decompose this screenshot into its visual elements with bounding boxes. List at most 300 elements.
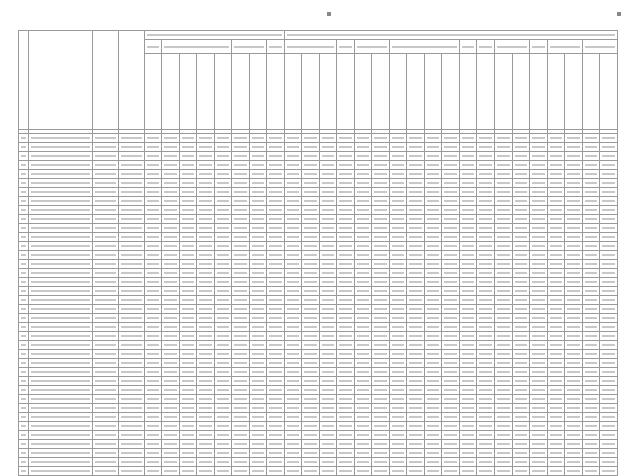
table-cell bbox=[582, 170, 600, 179]
table-cell bbox=[197, 188, 215, 197]
table-cell bbox=[512, 413, 530, 422]
table-cell bbox=[407, 188, 425, 197]
table-cell bbox=[372, 440, 390, 449]
table-cell bbox=[144, 152, 162, 161]
table-cell bbox=[302, 197, 320, 206]
table-cell bbox=[29, 350, 93, 359]
table-cell bbox=[459, 161, 477, 170]
table-row bbox=[19, 269, 618, 278]
table-cell bbox=[547, 269, 565, 278]
table-cell bbox=[302, 404, 320, 413]
table-cell bbox=[354, 440, 372, 449]
table-cell bbox=[600, 170, 618, 179]
table-cell bbox=[232, 368, 250, 377]
table-cell bbox=[424, 251, 442, 260]
table-cell bbox=[93, 341, 119, 350]
table-cell bbox=[118, 305, 144, 314]
table-cell bbox=[565, 170, 583, 179]
table-cell bbox=[424, 377, 442, 386]
table-cell bbox=[389, 305, 407, 314]
table-cell bbox=[19, 188, 29, 197]
table-cell bbox=[284, 377, 302, 386]
table-cell bbox=[530, 206, 548, 215]
table-cell bbox=[118, 152, 144, 161]
table-cell bbox=[354, 170, 372, 179]
table-cell bbox=[302, 341, 320, 350]
table-cell bbox=[372, 386, 390, 395]
header-cell bbox=[477, 40, 495, 54]
table-cell bbox=[600, 197, 618, 206]
table-cell bbox=[512, 251, 530, 260]
table-cell bbox=[319, 224, 337, 233]
table-cell bbox=[512, 179, 530, 188]
table-cell bbox=[495, 170, 513, 179]
table-cell bbox=[582, 341, 600, 350]
table-cell bbox=[442, 422, 460, 431]
table-cell bbox=[337, 269, 355, 278]
table-cell bbox=[29, 269, 93, 278]
table-cell bbox=[214, 458, 232, 467]
table-cell bbox=[442, 287, 460, 296]
table-cell bbox=[29, 206, 93, 215]
table-cell bbox=[407, 449, 425, 458]
table-cell bbox=[144, 467, 162, 476]
table-cell bbox=[442, 233, 460, 242]
table-cell bbox=[389, 143, 407, 152]
table-cell bbox=[232, 224, 250, 233]
table-cell bbox=[337, 359, 355, 368]
table-cell bbox=[179, 305, 197, 314]
table-cell bbox=[582, 269, 600, 278]
header-cell bbox=[93, 31, 119, 130]
table-cell bbox=[249, 323, 267, 332]
table-cell bbox=[197, 332, 215, 341]
table-cell bbox=[302, 314, 320, 323]
header-cell bbox=[530, 40, 548, 54]
table-cell bbox=[424, 224, 442, 233]
table-cell bbox=[144, 314, 162, 323]
table-cell bbox=[442, 161, 460, 170]
table-cell bbox=[249, 233, 267, 242]
table-cell bbox=[389, 134, 407, 143]
table-cell bbox=[319, 368, 337, 377]
table-cell bbox=[389, 404, 407, 413]
table-cell bbox=[565, 467, 583, 476]
table-cell bbox=[372, 287, 390, 296]
table-cell bbox=[144, 179, 162, 188]
header-cell bbox=[214, 54, 232, 130]
table-cell bbox=[232, 404, 250, 413]
table-cell bbox=[565, 251, 583, 260]
table-row bbox=[19, 449, 618, 458]
table-row bbox=[19, 224, 618, 233]
table-cell bbox=[249, 197, 267, 206]
table-cell bbox=[459, 305, 477, 314]
table-cell bbox=[162, 431, 180, 440]
table-cell bbox=[232, 341, 250, 350]
table-cell bbox=[29, 323, 93, 332]
table-cell bbox=[372, 404, 390, 413]
table-cell bbox=[284, 206, 302, 215]
table-cell bbox=[372, 458, 390, 467]
table-cell bbox=[197, 278, 215, 287]
table-cell bbox=[389, 350, 407, 359]
table-cell bbox=[214, 242, 232, 251]
table-row bbox=[19, 206, 618, 215]
header-cell bbox=[118, 31, 144, 130]
table-cell bbox=[477, 251, 495, 260]
table-cell bbox=[354, 269, 372, 278]
header-cell bbox=[495, 40, 530, 54]
table-cell bbox=[547, 233, 565, 242]
table-cell bbox=[162, 314, 180, 323]
table-cell bbox=[530, 179, 548, 188]
table-cell bbox=[354, 206, 372, 215]
table-cell bbox=[495, 287, 513, 296]
table-cell bbox=[530, 314, 548, 323]
table-cell bbox=[582, 197, 600, 206]
table-cell bbox=[442, 404, 460, 413]
table-cell bbox=[29, 332, 93, 341]
table-cell bbox=[214, 305, 232, 314]
table-cell bbox=[337, 440, 355, 449]
table-cell bbox=[302, 206, 320, 215]
table-cell bbox=[249, 458, 267, 467]
table-cell bbox=[19, 161, 29, 170]
table-cell bbox=[267, 467, 285, 476]
table-cell bbox=[424, 161, 442, 170]
table-cell bbox=[477, 386, 495, 395]
table-cell bbox=[144, 449, 162, 458]
table-cell bbox=[284, 179, 302, 188]
table-cell bbox=[600, 143, 618, 152]
table-cell bbox=[144, 350, 162, 359]
table-cell bbox=[477, 170, 495, 179]
table-cell bbox=[179, 287, 197, 296]
table-cell bbox=[197, 323, 215, 332]
table-cell bbox=[118, 242, 144, 251]
table-cell bbox=[302, 251, 320, 260]
table-cell bbox=[93, 431, 119, 440]
table-cell bbox=[93, 215, 119, 224]
table-cell bbox=[118, 287, 144, 296]
table-cell bbox=[302, 188, 320, 197]
table-cell bbox=[249, 341, 267, 350]
table-row bbox=[19, 404, 618, 413]
table-cell bbox=[495, 278, 513, 287]
table-cell bbox=[19, 359, 29, 368]
table-cell bbox=[407, 314, 425, 323]
header-cell bbox=[459, 54, 477, 130]
table-cell bbox=[162, 251, 180, 260]
table-cell bbox=[144, 377, 162, 386]
table-cell bbox=[179, 431, 197, 440]
table-cell bbox=[372, 422, 390, 431]
table-cell bbox=[179, 422, 197, 431]
table-cell bbox=[29, 152, 93, 161]
table-cell bbox=[214, 206, 232, 215]
table-cell bbox=[477, 242, 495, 251]
table-cell bbox=[319, 278, 337, 287]
table-cell bbox=[267, 440, 285, 449]
table-cell bbox=[372, 368, 390, 377]
table-cell bbox=[424, 269, 442, 278]
table-cell bbox=[267, 170, 285, 179]
table-row bbox=[19, 215, 618, 224]
table-cell bbox=[118, 170, 144, 179]
table-cell bbox=[547, 251, 565, 260]
table-cell bbox=[232, 206, 250, 215]
table-row bbox=[19, 179, 618, 188]
table-cell bbox=[179, 458, 197, 467]
table-cell bbox=[530, 350, 548, 359]
table-row bbox=[19, 161, 618, 170]
table-cell bbox=[565, 359, 583, 368]
table-cell bbox=[582, 377, 600, 386]
table-cell bbox=[302, 368, 320, 377]
table-row bbox=[19, 197, 618, 206]
table-cell bbox=[582, 215, 600, 224]
table-cell bbox=[424, 215, 442, 224]
table-cell bbox=[354, 143, 372, 152]
table-cell bbox=[407, 224, 425, 233]
table-cell bbox=[337, 458, 355, 467]
table-cell bbox=[547, 440, 565, 449]
table-cell bbox=[337, 242, 355, 251]
table-cell bbox=[284, 251, 302, 260]
table-cell bbox=[118, 161, 144, 170]
table-cell bbox=[19, 305, 29, 314]
table-cell bbox=[600, 377, 618, 386]
table-cell bbox=[547, 152, 565, 161]
table-cell bbox=[389, 287, 407, 296]
table-cell bbox=[302, 179, 320, 188]
table-cell bbox=[162, 260, 180, 269]
table-cell bbox=[442, 152, 460, 161]
table-cell bbox=[267, 368, 285, 377]
header-cell bbox=[29, 31, 93, 130]
scan-dot bbox=[327, 12, 331, 16]
table-cell bbox=[389, 422, 407, 431]
table-cell bbox=[495, 269, 513, 278]
table-cell bbox=[118, 224, 144, 233]
table-cell bbox=[197, 422, 215, 431]
table-cell bbox=[512, 341, 530, 350]
table-cell bbox=[93, 422, 119, 431]
table-cell bbox=[512, 242, 530, 251]
table-cell bbox=[93, 323, 119, 332]
table-cell bbox=[600, 440, 618, 449]
table-cell bbox=[162, 449, 180, 458]
table-cell bbox=[424, 386, 442, 395]
table-cell bbox=[582, 296, 600, 305]
table-cell bbox=[232, 188, 250, 197]
table-cell bbox=[319, 206, 337, 215]
table-cell bbox=[162, 206, 180, 215]
table-cell bbox=[284, 242, 302, 251]
table-cell bbox=[424, 395, 442, 404]
table-cell bbox=[214, 296, 232, 305]
table-cell bbox=[477, 467, 495, 476]
table-cell bbox=[547, 332, 565, 341]
table-cell bbox=[19, 404, 29, 413]
table-cell bbox=[337, 215, 355, 224]
table-cell bbox=[565, 377, 583, 386]
table-cell bbox=[337, 278, 355, 287]
table-cell bbox=[389, 269, 407, 278]
table-cell bbox=[459, 233, 477, 242]
table-cell bbox=[29, 251, 93, 260]
table-cell bbox=[495, 206, 513, 215]
table-cell bbox=[530, 404, 548, 413]
table-cell bbox=[495, 296, 513, 305]
table-cell bbox=[249, 143, 267, 152]
table-cell bbox=[214, 422, 232, 431]
table-row bbox=[19, 350, 618, 359]
table-cell bbox=[459, 377, 477, 386]
table-cell bbox=[424, 422, 442, 431]
table-cell bbox=[29, 134, 93, 143]
table-cell bbox=[267, 233, 285, 242]
header-cell bbox=[284, 40, 337, 54]
table-cell bbox=[162, 278, 180, 287]
table-cell bbox=[582, 260, 600, 269]
table-cell bbox=[93, 395, 119, 404]
table-cell bbox=[197, 206, 215, 215]
table-cell bbox=[284, 467, 302, 476]
table-cell bbox=[354, 287, 372, 296]
table-cell bbox=[144, 287, 162, 296]
table-cell bbox=[512, 134, 530, 143]
table-cell bbox=[197, 242, 215, 251]
table-cell bbox=[249, 134, 267, 143]
table-cell bbox=[267, 224, 285, 233]
table-cell bbox=[19, 134, 29, 143]
table-cell bbox=[582, 188, 600, 197]
table-cell bbox=[267, 134, 285, 143]
table-cell bbox=[565, 341, 583, 350]
table-cell bbox=[284, 440, 302, 449]
table-cell bbox=[319, 404, 337, 413]
table-cell bbox=[284, 143, 302, 152]
table-cell bbox=[267, 278, 285, 287]
table-cell bbox=[459, 224, 477, 233]
table-cell bbox=[354, 350, 372, 359]
header-cell bbox=[232, 54, 250, 130]
table-cell bbox=[118, 350, 144, 359]
table-cell bbox=[565, 305, 583, 314]
table-cell bbox=[477, 296, 495, 305]
table-cell bbox=[459, 422, 477, 431]
table-cell bbox=[267, 404, 285, 413]
table-cell bbox=[144, 404, 162, 413]
table-cell bbox=[319, 179, 337, 188]
table-cell bbox=[249, 251, 267, 260]
table-cell bbox=[477, 269, 495, 278]
table-cell bbox=[214, 449, 232, 458]
table-cell bbox=[249, 287, 267, 296]
table-cell bbox=[354, 233, 372, 242]
table-cell bbox=[407, 197, 425, 206]
table-cell bbox=[19, 296, 29, 305]
table-cell bbox=[284, 305, 302, 314]
table-cell bbox=[337, 143, 355, 152]
header-cell bbox=[267, 54, 285, 130]
table-cell bbox=[530, 215, 548, 224]
table-cell bbox=[93, 458, 119, 467]
table-cell bbox=[19, 386, 29, 395]
table-cell bbox=[249, 260, 267, 269]
table-cell bbox=[372, 206, 390, 215]
table-cell bbox=[582, 368, 600, 377]
table-cell bbox=[284, 449, 302, 458]
table-cell bbox=[29, 422, 93, 431]
table-cell bbox=[232, 215, 250, 224]
table-cell bbox=[459, 404, 477, 413]
table-cell bbox=[600, 269, 618, 278]
table-cell bbox=[29, 314, 93, 323]
table-cell bbox=[424, 143, 442, 152]
table-cell bbox=[442, 458, 460, 467]
table-cell bbox=[179, 170, 197, 179]
table-cell bbox=[600, 332, 618, 341]
table-cell bbox=[19, 377, 29, 386]
table-cell bbox=[144, 341, 162, 350]
table-cell bbox=[162, 332, 180, 341]
table-cell bbox=[407, 170, 425, 179]
table-cell bbox=[162, 152, 180, 161]
table-cell bbox=[284, 161, 302, 170]
table-cell bbox=[372, 143, 390, 152]
table-cell bbox=[354, 152, 372, 161]
table-cell bbox=[29, 386, 93, 395]
table-cell bbox=[495, 341, 513, 350]
table-cell bbox=[459, 440, 477, 449]
table-cell bbox=[197, 179, 215, 188]
table-cell bbox=[372, 332, 390, 341]
header-cell bbox=[144, 40, 162, 54]
table-cell bbox=[565, 152, 583, 161]
table-cell bbox=[267, 152, 285, 161]
table-cell bbox=[214, 386, 232, 395]
table-cell bbox=[162, 413, 180, 422]
table-cell bbox=[214, 467, 232, 476]
table-cell bbox=[530, 233, 548, 242]
table-cell bbox=[337, 224, 355, 233]
table-cell bbox=[232, 251, 250, 260]
table-cell bbox=[407, 287, 425, 296]
table-cell bbox=[582, 323, 600, 332]
table-cell bbox=[512, 224, 530, 233]
table-cell bbox=[477, 404, 495, 413]
table-cell bbox=[407, 377, 425, 386]
table-cell bbox=[197, 377, 215, 386]
table-cell bbox=[19, 143, 29, 152]
table-cell bbox=[267, 242, 285, 251]
table-cell bbox=[442, 134, 460, 143]
table-cell bbox=[197, 314, 215, 323]
table-cell bbox=[19, 215, 29, 224]
table-cell bbox=[197, 215, 215, 224]
table-cell bbox=[197, 305, 215, 314]
table-cell bbox=[407, 404, 425, 413]
table-cell bbox=[19, 233, 29, 242]
table-row bbox=[19, 170, 618, 179]
table-cell bbox=[319, 377, 337, 386]
table-cell bbox=[179, 224, 197, 233]
table-cell bbox=[337, 296, 355, 305]
table-cell bbox=[249, 305, 267, 314]
